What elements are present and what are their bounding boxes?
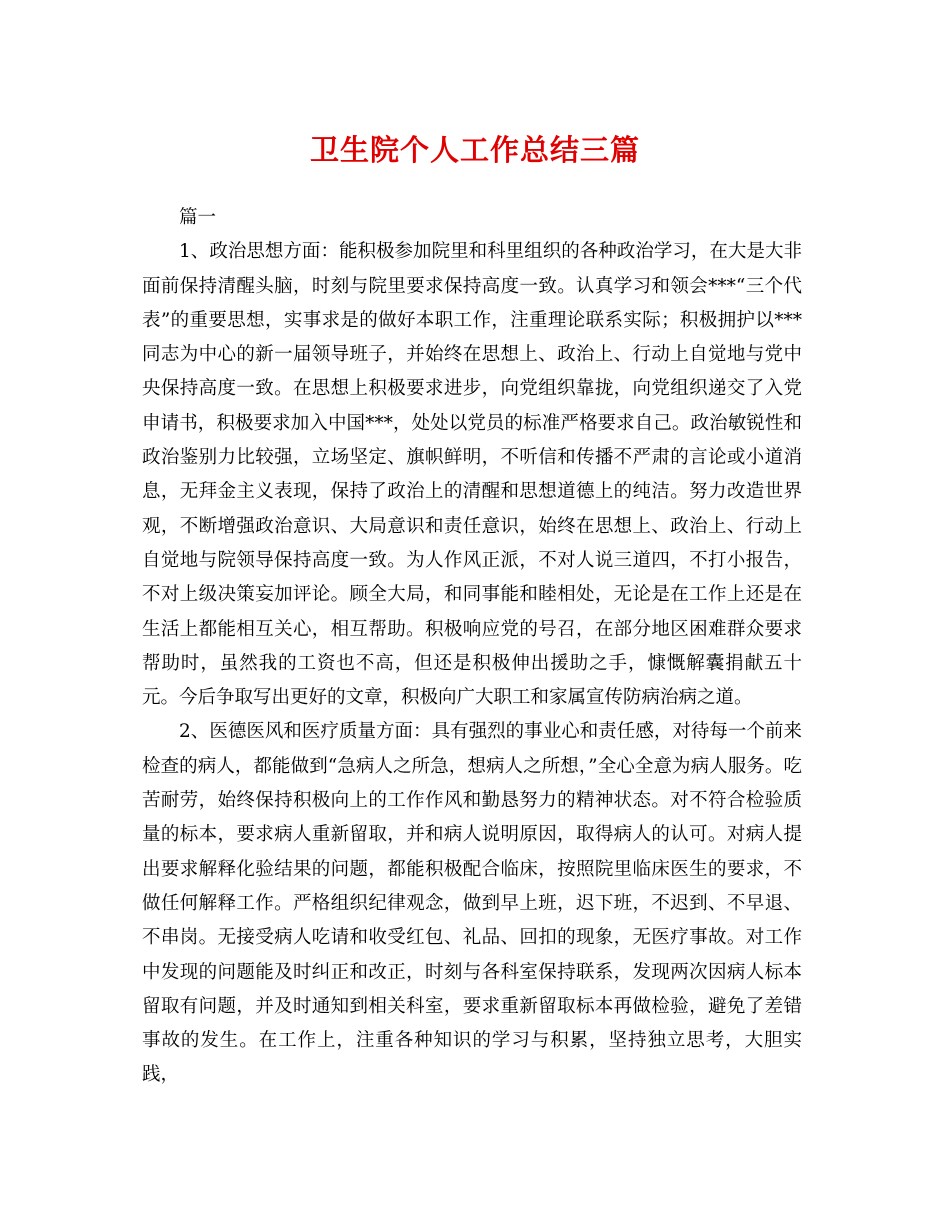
document-title: 卫生院个人工作总结三篇 (309, 133, 640, 167)
document-body (142, 201, 802, 1093)
paragraph-medical-ethics: 2、医德医风和医疗质量方面：具有强烈的事业心和责任感，对待每一个前来检查的病人，都能做到“急病人之所急，想病人之所想，”全心全意为病人服务。吃苦耐劳，始终保持积极向上的工作作风和勤恳努力的精神状态。对不符合检验质量的标本，要求病人重新留取，并和病人说明原因，取得病人的认可。对病人提出要求解释化验结果的问题，都能积极配合临床，按照院里临床医生的要求，不做任何解释工作。严格组织纪律观念，做到早上班，迟下班，不迟到、不早退、不串岗。无接受病人吃请和收受红包、礼品、回扣的现象，无医疗事故。对工作中发现的问题能及时纠正和改正，时刻与各科室保持联系，发现两次因病人标本留取有问题，并及时通知到相关科室，要求重新留取标本再做检验，避免了差错事故的发生。在工作上，注重各种知识的学习与积累，坚持独立思考，大胆实践， (142, 721, 802, 1086)
paragraph-political: 1、政治思想方面：能积极参加院里和科里组织的各种政治学习，在大是大非面前保持清醒头脑，时刻与院里要求保持高度一致。认真学习和领会***“三个代表”的重要思想，实事求是的做好本职工作，注重理论联系实际；积极拥护以***同志为中心的新一届领导班子，并始终在思想上、政治上、行动上自觉地与党中央保持高度一致。在思想上积极要求进步，向党组织靠拢，向党组织递交了入党申请书，积极要求加入中国***，处处以党员的标准严格要求自己。政治敏锐性和政治鉴别力比较强，立场坚定、旗帜鲜明，不听信和传播不严肃的言论或小道消息，无拜金主义表现，保持了政治上的清醒和思想道德上的纯洁。努力改造世界观，不断增强政治意识、大局意识和责任意识，始终在思想上、政治上、行动上自觉地与院领导保持高度一致。为人作风正派，不对人说三道四，不打小报告，不对上级决策妄加评论。顾全大局，和同事能和睦相处，无论是在工作上还是在生活上都能相互关心，相互帮助。积极响应党的号召，在部分地区困难群众要求帮助时，虽然我的工资也不高，但还是积极伸出援助之手，慷慨解囊捐献五十元。今后争取写出更好的文章，积极向广大职工和家属宣传防病治病之道。 (142, 241, 802, 709)
section-label: 篇一 (179, 207, 217, 228)
